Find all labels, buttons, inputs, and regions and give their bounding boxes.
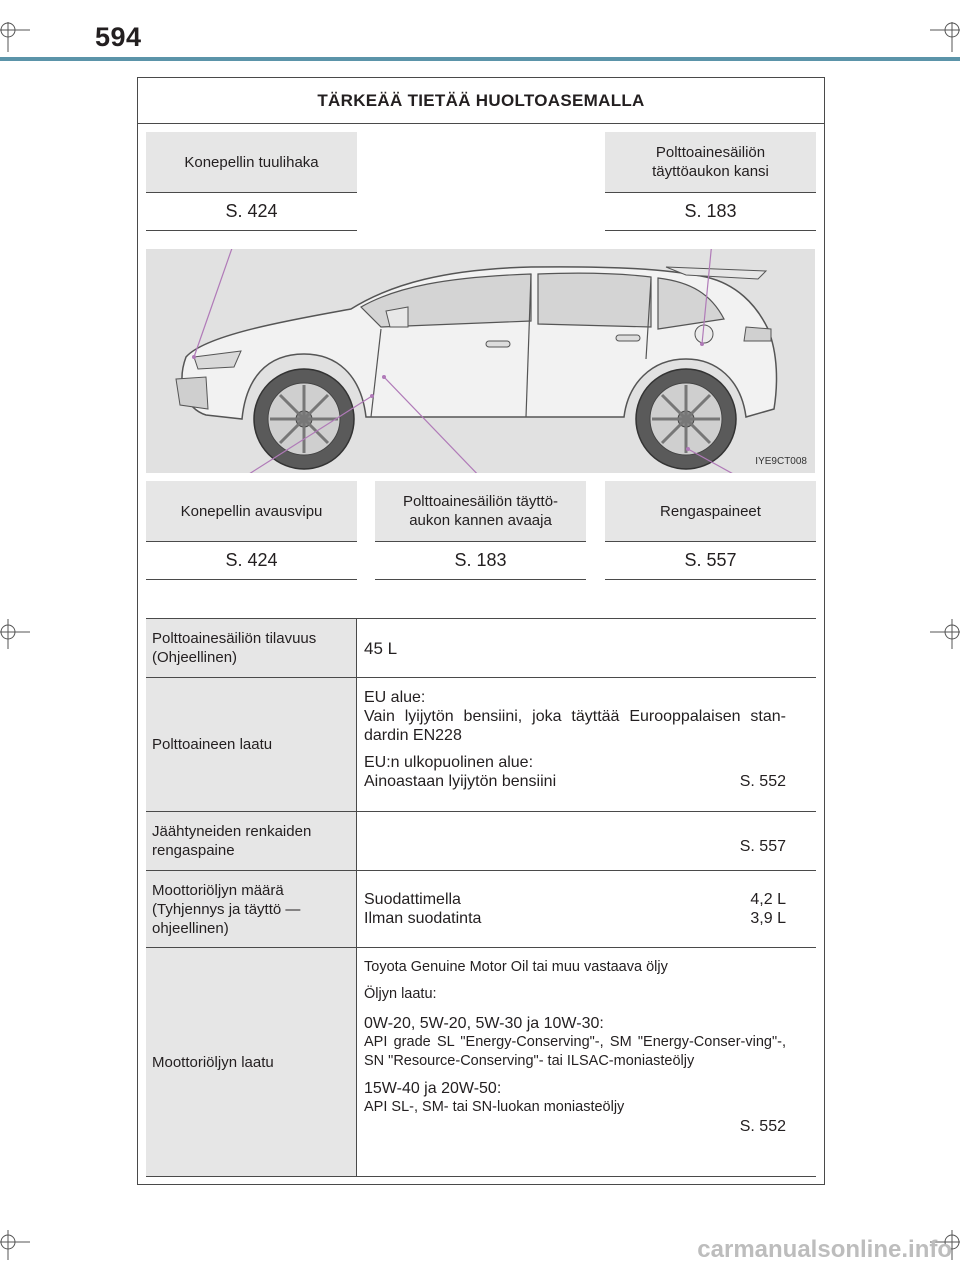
- cell-value: [357, 812, 816, 870]
- cell-label: [146, 871, 357, 947]
- fuel-eu-text: Vain lyijytön bensiini, joka täyttää Eurooppalaisen stan-dardin EN228: [364, 708, 786, 744]
- ref-hood-vent: S. 424: [146, 192, 357, 231]
- cell-value: [357, 871, 816, 947]
- capacity-label-line1: Polttoainesäiliön tilavuus: [152, 630, 317, 647]
- ref-fuel-opener: S. 183: [375, 541, 586, 580]
- label-fuel-door-line1: Polttoainesäiliön: [655, 144, 766, 161]
- cell-label: [146, 619, 357, 677]
- fuel-type-label: Polttoaineen laatu: [152, 736, 273, 753]
- cell-label: [146, 678, 357, 811]
- page-number: 594: [95, 22, 142, 52]
- fuel-non-eu-heading: EU:n ulkopuolinen alue:: [364, 754, 534, 771]
- cell-label: [146, 948, 357, 1176]
- illustration-code: IYE9CT008: [755, 456, 807, 467]
- fuel-non-eu-text: Ainoastaan lyijytön bensiini: [364, 773, 557, 790]
- oil-amount-label-line2: (Tyhjennys ja täyttö —: [152, 900, 301, 918]
- car-illustration: [146, 249, 815, 473]
- spec-table: [146, 618, 816, 1177]
- oil-without-filter-line: [364, 909, 786, 928]
- crop-mark-bottom-left: [0, 1230, 30, 1260]
- label-fuel-door-line2: täyttöaukon kansi: [652, 163, 769, 180]
- label-hood-vent: [146, 132, 357, 193]
- oil-ref: S. 552: [739, 1118, 786, 1135]
- fuel-eu-heading: EU alue:: [364, 689, 426, 706]
- oil-api1: API grade SL "Energy-Conserving"-, SM "Energy-Conser-ving"-, SN "Resource-Conserving"- tai ILSAC-moniasteöljy: [364, 1034, 786, 1069]
- header-rule: [0, 57, 960, 61]
- oil-api2: API SL-, SM- tai SN-luokan moniasteöljy: [364, 1099, 625, 1115]
- row-cold-tire: [146, 812, 816, 871]
- cell-value: [357, 619, 816, 677]
- capacity-label-line2: (Ohjeellinen): [152, 649, 238, 666]
- cell-value: [357, 948, 816, 1176]
- label-fuel-opener: [375, 481, 586, 542]
- crop-mark-top-right: [930, 22, 960, 52]
- oil-grade-line1: Toyota Genuine Motor Oil tai muu vastaava öljy: [364, 959, 668, 975]
- label-tire-pressure-text: Rengaspaineet: [660, 502, 761, 520]
- row-oil-amount: [146, 871, 816, 948]
- oil-visc2: 15W-40 ja 20W-50:: [364, 1080, 502, 1097]
- section-title: TÄRKEÄÄ TIETÄÄ HUOLTOASEMALLA: [138, 78, 824, 124]
- crop-mark-top-left: [0, 22, 30, 52]
- crop-mark-mid-left: [0, 619, 30, 649]
- label-fuel-door: [605, 132, 816, 193]
- oil-amount-label-line3: ohjeellinen): [152, 919, 229, 937]
- cold-tire-ref: S. 557: [739, 837, 786, 855]
- ref-fuel-door: S. 183: [605, 192, 816, 231]
- row-fuel-type: [146, 678, 816, 812]
- fuel-ref: S. 552: [739, 773, 786, 790]
- car-side-view: [146, 249, 815, 473]
- row-oil-grade: [146, 948, 816, 1177]
- oil-with-filter-value: 4,2 L: [750, 891, 786, 908]
- label-fuel-opener-line2: aukon kannen avaaja: [409, 512, 552, 529]
- rear-wheel: [636, 369, 736, 469]
- front-wheel: [254, 369, 354, 469]
- oil-without-filter-value: 3,9 L: [750, 910, 786, 927]
- ref-tire-pressure: S. 557: [605, 541, 816, 580]
- label-hood-lever: [146, 481, 357, 542]
- label-hood-lever-text: Konepellin avausvipu: [180, 502, 323, 520]
- crop-mark-mid-right: [930, 619, 960, 649]
- oil-with-filter-line: [364, 890, 786, 909]
- cold-tire-label-line1: Jäähtyneiden renkaiden: [152, 823, 312, 840]
- oil-grade-line2: Öljyn laatu:: [364, 986, 437, 1002]
- cell-label: [146, 812, 357, 870]
- label-tire-pressure: [605, 481, 816, 542]
- label-hood-vent-text: Konepellin tuulihaka: [184, 153, 319, 171]
- cold-tire-label-line2: rengaspaine: [152, 842, 235, 859]
- oil-grade-label: Moottoriöljyn laatu: [152, 1053, 274, 1071]
- cell-value: [357, 678, 816, 811]
- label-fuel-opener-line1: Polttoainesäiliön täyttö-: [402, 493, 559, 510]
- ref-hood-lever: S. 424: [146, 541, 357, 580]
- oil-without-filter: Ilman suodatinta: [364, 910, 482, 927]
- oil-visc1: 0W-20, 5W-20, 5W-30 ja 10W-30:: [364, 1015, 604, 1032]
- oil-with-filter: Suodattimella: [364, 891, 461, 908]
- row-fuel-capacity: [146, 619, 816, 678]
- oil-amount-label-line1: Moottoriöljyn määrä: [152, 881, 284, 899]
- watermark: carmanualsonline.info: [697, 1236, 952, 1263]
- fuel-non-eu-line: [364, 772, 786, 791]
- capacity-value: 45 L: [364, 638, 398, 658]
